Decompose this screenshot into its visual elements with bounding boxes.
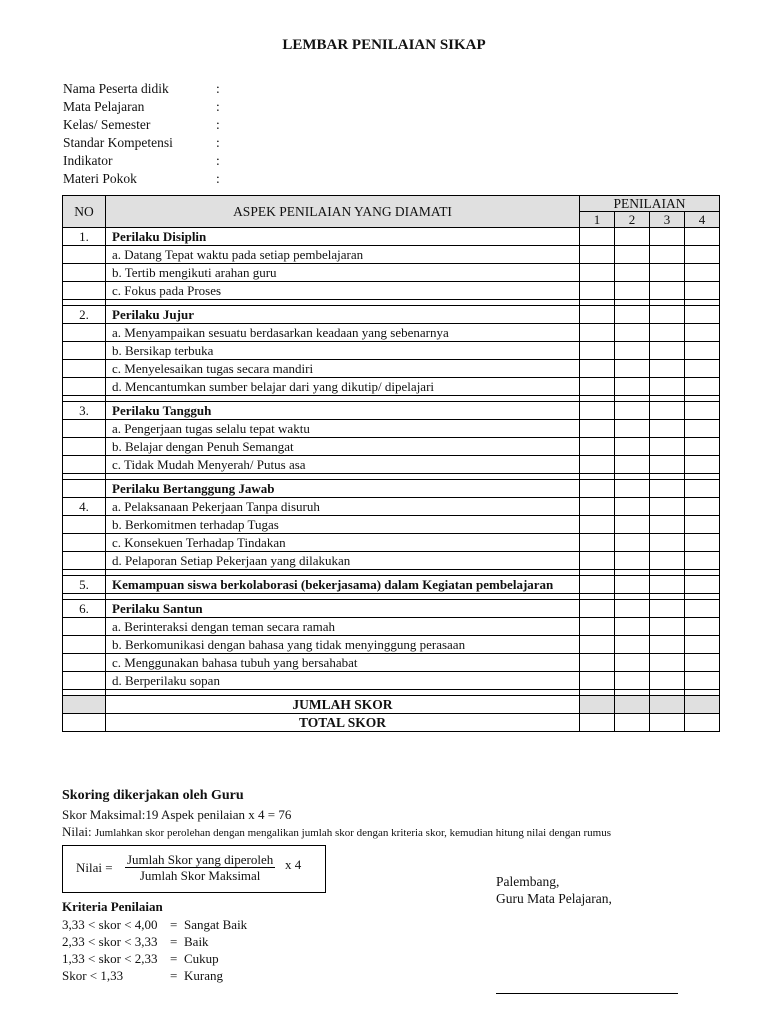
score-cell[interactable] bbox=[615, 576, 650, 594]
row-number: 6. bbox=[63, 600, 106, 618]
row-number bbox=[63, 636, 106, 654]
score-cell[interactable] bbox=[580, 552, 615, 570]
score-cell[interactable] bbox=[685, 552, 720, 570]
item-row-text: d. Berperilaku sopan bbox=[106, 672, 580, 690]
criteria-range: 1,33 < skor < 2,33 bbox=[62, 951, 158, 966]
score-cell[interactable] bbox=[685, 306, 720, 324]
score-cell[interactable] bbox=[580, 636, 615, 654]
score-cell[interactable] bbox=[650, 498, 685, 516]
score-cell[interactable] bbox=[580, 576, 615, 594]
item-row-text: c. Tidak Mudah Menyerah/ Putus asa bbox=[106, 456, 580, 474]
row-number: 2. bbox=[63, 306, 106, 324]
item-row bbox=[63, 282, 720, 300]
score-cell[interactable] bbox=[580, 420, 615, 438]
group-heading bbox=[63, 576, 720, 594]
score-cell[interactable] bbox=[650, 600, 685, 618]
score-cell[interactable] bbox=[650, 636, 685, 654]
item-row bbox=[63, 498, 720, 516]
score-cell[interactable] bbox=[580, 714, 615, 732]
score-cell[interactable] bbox=[650, 324, 685, 342]
score-cell[interactable] bbox=[580, 342, 615, 360]
item-row bbox=[63, 534, 720, 552]
score-cell[interactable] bbox=[650, 480, 685, 498]
score-cell[interactable] bbox=[685, 420, 720, 438]
score-cell[interactable] bbox=[615, 228, 650, 246]
scoring-heading: Skoring dikerjakan oleh Guru bbox=[62, 788, 244, 803]
page-title: LEMBAR PENILAIAN SIKAP bbox=[282, 37, 486, 53]
score-cell[interactable] bbox=[615, 420, 650, 438]
criteria-range: 3,33 < skor < 4,00 bbox=[62, 917, 158, 932]
item-row bbox=[63, 420, 720, 438]
score-cell[interactable] bbox=[615, 618, 650, 636]
score-cell[interactable] bbox=[580, 600, 615, 618]
criteria-equals: = bbox=[170, 951, 178, 966]
score-cell[interactable] bbox=[615, 654, 650, 672]
item-row-text: a. Menyampaikan sesuatu berdasarkan keadaan yang sebenarnya bbox=[106, 324, 580, 342]
item-row-text: a. Pengerjaan tugas selalu tepat waktu bbox=[106, 420, 580, 438]
criteria-label: Baik bbox=[184, 934, 209, 949]
score-cell[interactable] bbox=[685, 498, 720, 516]
assessment-table bbox=[62, 195, 720, 732]
criteria-label: Sangat Baik bbox=[184, 917, 248, 932]
nilai-text: Jumlahkan skor perolehan dengan mengalikan jumlah skor dengan kriteria skor, kemudian hitung nilai dengan rumus bbox=[94, 827, 611, 839]
row-number bbox=[63, 456, 106, 474]
item-row bbox=[63, 456, 720, 474]
item-row-text: a. Datang Tepat waktu pada setiap pembelajaran bbox=[106, 246, 580, 264]
item-row bbox=[63, 264, 720, 282]
row-number bbox=[63, 342, 106, 360]
group-heading bbox=[63, 480, 720, 498]
signature-block bbox=[496, 873, 612, 907]
row-number bbox=[63, 282, 106, 300]
item-row bbox=[63, 636, 720, 654]
row-number bbox=[63, 324, 106, 342]
score-cell[interactable] bbox=[650, 552, 685, 570]
item-row bbox=[63, 378, 720, 396]
item-row bbox=[63, 552, 720, 570]
score-cell[interactable] bbox=[650, 438, 685, 456]
item-row bbox=[63, 438, 720, 456]
score-cell[interactable] bbox=[650, 654, 685, 672]
info-row bbox=[63, 98, 226, 116]
row-number bbox=[63, 654, 106, 672]
score-cell[interactable] bbox=[685, 618, 720, 636]
score-cell[interactable] bbox=[685, 516, 720, 534]
score-cell[interactable] bbox=[685, 672, 720, 690]
group-heading-text: Kemampuan siswa berkolaborasi (bekerjasama) dalam Kegiatan pembelajaran bbox=[106, 576, 580, 594]
info-label: Nama Peserta didik bbox=[63, 81, 169, 96]
info-colon: : bbox=[216, 117, 220, 132]
item-row-text: b. Berkomitmen terhadap Tugas bbox=[106, 516, 580, 534]
formula-fraction bbox=[125, 852, 275, 884]
score-cell[interactable] bbox=[650, 282, 685, 300]
criteria-section bbox=[62, 898, 247, 984]
score-cell[interactable] bbox=[580, 654, 615, 672]
jumlah-skor-no-cell bbox=[63, 696, 106, 714]
score-cell[interactable] bbox=[615, 498, 650, 516]
score-cell[interactable] bbox=[580, 282, 615, 300]
criteria-heading: Kriteria Penilaian bbox=[62, 899, 163, 914]
item-row bbox=[63, 360, 720, 378]
criteria-range: 2,33 < skor < 3,33 bbox=[62, 934, 158, 949]
row-number: 4. bbox=[63, 498, 106, 516]
info-row bbox=[63, 134, 226, 152]
row-number bbox=[63, 480, 106, 498]
score-cell[interactable] bbox=[615, 324, 650, 342]
score-cell[interactable] bbox=[685, 636, 720, 654]
signature-line bbox=[496, 993, 678, 994]
info-row bbox=[63, 170, 226, 188]
score-cell[interactable] bbox=[685, 480, 720, 498]
score-cell[interactable] bbox=[580, 498, 615, 516]
item-row-text: c. Menggunakan bahasa tubuh yang bersahabat bbox=[106, 654, 580, 672]
score-cell[interactable] bbox=[615, 438, 650, 456]
signature-role: Guru Mata Pelajaran, bbox=[496, 891, 612, 906]
criteria-row bbox=[62, 967, 247, 984]
group-heading-text: Perilaku Tangguh bbox=[106, 402, 580, 420]
score-cell[interactable] bbox=[650, 714, 685, 732]
row-number bbox=[63, 420, 106, 438]
item-row-text: b. Tertib mengikuti arahan guru bbox=[106, 264, 580, 282]
row-number: 5. bbox=[63, 576, 106, 594]
item-row bbox=[63, 672, 720, 690]
score-cell[interactable] bbox=[615, 480, 650, 498]
info-row bbox=[63, 116, 226, 134]
group-heading-text: Perilaku Santun bbox=[106, 600, 580, 618]
score-cell[interactable] bbox=[650, 696, 685, 714]
score-cell[interactable] bbox=[580, 672, 615, 690]
total-skor-label: TOTAL SKOR bbox=[106, 714, 580, 732]
item-row bbox=[63, 324, 720, 342]
score-cell[interactable] bbox=[685, 534, 720, 552]
score-cell[interactable] bbox=[615, 672, 650, 690]
row-number: 3. bbox=[63, 402, 106, 420]
row-number bbox=[63, 378, 106, 396]
score-cell[interactable] bbox=[615, 516, 650, 534]
criteria-row bbox=[62, 950, 247, 967]
col-aspek-header: ASPEK PENILAIAN YANG DIAMATI bbox=[106, 196, 580, 228]
formula-label: Nilai = bbox=[76, 860, 113, 875]
item-row-text: b. Berkomunikasi dengan bahasa yang tidak menyinggung perasaan bbox=[106, 636, 580, 654]
score-cell[interactable] bbox=[580, 516, 615, 534]
score-cell[interactable] bbox=[685, 246, 720, 264]
formula-box bbox=[62, 845, 326, 893]
nilai-label: Nilai: bbox=[62, 824, 92, 839]
item-row bbox=[63, 516, 720, 534]
score-cell[interactable] bbox=[580, 324, 615, 342]
score-header-3: 3 bbox=[650, 212, 685, 228]
row-number bbox=[63, 516, 106, 534]
student-info bbox=[63, 80, 226, 188]
item-row-text: c. Fokus pada Proses bbox=[106, 282, 580, 300]
item-row bbox=[63, 618, 720, 636]
info-label: Standar Kompetensi bbox=[63, 135, 173, 150]
group-heading bbox=[63, 402, 720, 420]
row-number bbox=[63, 672, 106, 690]
score-cell[interactable] bbox=[580, 534, 615, 552]
col-no-header: NO bbox=[63, 196, 106, 228]
score-cell[interactable] bbox=[615, 306, 650, 324]
criteria-label: Cukup bbox=[184, 951, 219, 966]
item-row bbox=[63, 342, 720, 360]
score-cell[interactable] bbox=[580, 402, 615, 420]
group-heading-text: Perilaku Bertanggung Jawab bbox=[106, 480, 580, 498]
item-row-text: d. Mencantumkan sumber belajar dari yang dikutip/ dipelajari bbox=[106, 378, 580, 396]
score-cell[interactable] bbox=[650, 576, 685, 594]
score-cell[interactable] bbox=[685, 714, 720, 732]
row-number bbox=[63, 438, 106, 456]
score-cell[interactable] bbox=[580, 696, 615, 714]
item-row-text: b. Belajar dengan Penuh Semangat bbox=[106, 438, 580, 456]
item-row-text: c. Konsekuen Terhadap Tindakan bbox=[106, 534, 580, 552]
score-header-2: 2 bbox=[615, 212, 650, 228]
score-cell[interactable] bbox=[615, 342, 650, 360]
item-row bbox=[63, 246, 720, 264]
score-cell[interactable] bbox=[580, 246, 615, 264]
score-cell[interactable] bbox=[650, 456, 685, 474]
score-cell[interactable] bbox=[650, 342, 685, 360]
criteria-row bbox=[62, 916, 247, 933]
score-cell[interactable] bbox=[580, 228, 615, 246]
info-row bbox=[63, 152, 226, 170]
score-cell[interactable] bbox=[615, 402, 650, 420]
item-row-text: b. Bersikap terbuka bbox=[106, 342, 580, 360]
group-heading bbox=[63, 600, 720, 618]
score-cell[interactable] bbox=[615, 600, 650, 618]
score-cell[interactable] bbox=[650, 420, 685, 438]
score-cell[interactable] bbox=[685, 264, 720, 282]
score-cell[interactable] bbox=[685, 438, 720, 456]
score-cell[interactable] bbox=[580, 306, 615, 324]
row-number bbox=[63, 246, 106, 264]
score-cell[interactable] bbox=[650, 402, 685, 420]
criteria-range: Skor < 1,33 bbox=[62, 968, 124, 983]
score-cell[interactable] bbox=[580, 360, 615, 378]
score-cell[interactable] bbox=[685, 576, 720, 594]
criteria-equals: = bbox=[170, 934, 178, 949]
score-cell[interactable] bbox=[580, 480, 615, 498]
score-cell[interactable] bbox=[685, 324, 720, 342]
info-label: Indikator bbox=[63, 153, 113, 168]
score-cell[interactable] bbox=[615, 714, 650, 732]
info-colon: : bbox=[216, 99, 220, 114]
info-label: Materi Pokok bbox=[63, 171, 137, 186]
score-cell[interactable] bbox=[650, 306, 685, 324]
score-cell[interactable] bbox=[685, 600, 720, 618]
score-cell[interactable] bbox=[615, 696, 650, 714]
score-cell[interactable] bbox=[615, 264, 650, 282]
criteria-row bbox=[62, 933, 247, 950]
item-row bbox=[63, 654, 720, 672]
score-cell[interactable] bbox=[580, 378, 615, 396]
score-cell[interactable] bbox=[685, 402, 720, 420]
score-cell[interactable] bbox=[685, 456, 720, 474]
nilai-instruction bbox=[62, 823, 611, 842]
score-cell[interactable] bbox=[580, 456, 615, 474]
score-cell[interactable] bbox=[650, 228, 685, 246]
formula-numerator: Jumlah Skor yang diperoleh bbox=[127, 852, 274, 867]
group-heading-text: Perilaku Jujur bbox=[106, 306, 580, 324]
score-cell[interactable] bbox=[650, 534, 685, 552]
score-cell[interactable] bbox=[650, 378, 685, 396]
score-cell[interactable] bbox=[615, 246, 650, 264]
info-row bbox=[63, 80, 226, 98]
row-number bbox=[63, 534, 106, 552]
total-skor-no-cell bbox=[63, 714, 106, 732]
score-cell[interactable] bbox=[685, 696, 720, 714]
info-colon: : bbox=[216, 135, 220, 150]
score-header-4: 4 bbox=[685, 212, 720, 228]
score-cell[interactable] bbox=[650, 672, 685, 690]
signature-place: Palembang, bbox=[496, 874, 560, 889]
score-cell[interactable] bbox=[580, 264, 615, 282]
info-label: Mata Pelajaran bbox=[63, 99, 145, 114]
col-penilaian-header: PENILAIAN bbox=[580, 196, 720, 212]
score-cell[interactable] bbox=[615, 360, 650, 378]
info-colon: : bbox=[216, 153, 220, 168]
jumlah-skor-label: JUMLAH SKOR bbox=[106, 696, 580, 714]
score-cell[interactable] bbox=[685, 228, 720, 246]
row-number: 1. bbox=[63, 228, 106, 246]
formula-denominator: Jumlah Skor Maksimal bbox=[139, 868, 261, 883]
criteria-label: Kurang bbox=[184, 968, 223, 983]
group-heading bbox=[63, 228, 720, 246]
group-heading bbox=[63, 306, 720, 324]
criteria-equals: = bbox=[170, 917, 178, 932]
score-cell[interactable] bbox=[580, 618, 615, 636]
score-cell[interactable] bbox=[615, 534, 650, 552]
scoring-section bbox=[62, 786, 611, 842]
item-row-text: d. Pelaporan Setiap Pekerjaan yang dilakukan bbox=[106, 552, 580, 570]
score-cell[interactable] bbox=[650, 516, 685, 534]
item-row-text: c. Menyelesaikan tugas secara mandiri bbox=[106, 360, 580, 378]
score-cell[interactable] bbox=[685, 282, 720, 300]
score-cell[interactable] bbox=[685, 360, 720, 378]
item-row-text: a. Berinteraksi dengan teman secara ramah bbox=[106, 618, 580, 636]
info-colon: : bbox=[216, 171, 220, 186]
score-cell[interactable] bbox=[615, 282, 650, 300]
score-cell[interactable] bbox=[685, 654, 720, 672]
score-cell[interactable] bbox=[615, 378, 650, 396]
formula-multiplier: x 4 bbox=[285, 857, 302, 872]
row-number bbox=[63, 264, 106, 282]
row-number bbox=[63, 360, 106, 378]
group-heading-text: Perilaku Disiplin bbox=[106, 228, 580, 246]
score-cell[interactable] bbox=[650, 246, 685, 264]
info-colon: : bbox=[216, 81, 220, 96]
max-score-text: Skor Maksimal:19 Aspek penilaian x 4 = 76 bbox=[62, 807, 292, 822]
score-cell[interactable] bbox=[650, 618, 685, 636]
row-number bbox=[63, 552, 106, 570]
score-cell[interactable] bbox=[685, 378, 720, 396]
score-cell[interactable] bbox=[615, 552, 650, 570]
row-number bbox=[63, 618, 106, 636]
score-cell[interactable] bbox=[615, 456, 650, 474]
info-label: Kelas/ Semester bbox=[63, 117, 151, 132]
criteria-equals: = bbox=[170, 968, 178, 983]
item-row-text: a. Pelaksanaan Pekerjaan Tanpa disuruh bbox=[106, 498, 580, 516]
score-cell[interactable] bbox=[580, 438, 615, 456]
score-header-1: 1 bbox=[580, 212, 615, 228]
score-cell[interactable] bbox=[650, 264, 685, 282]
score-cell[interactable] bbox=[615, 636, 650, 654]
score-cell[interactable] bbox=[650, 360, 685, 378]
score-cell[interactable] bbox=[685, 342, 720, 360]
